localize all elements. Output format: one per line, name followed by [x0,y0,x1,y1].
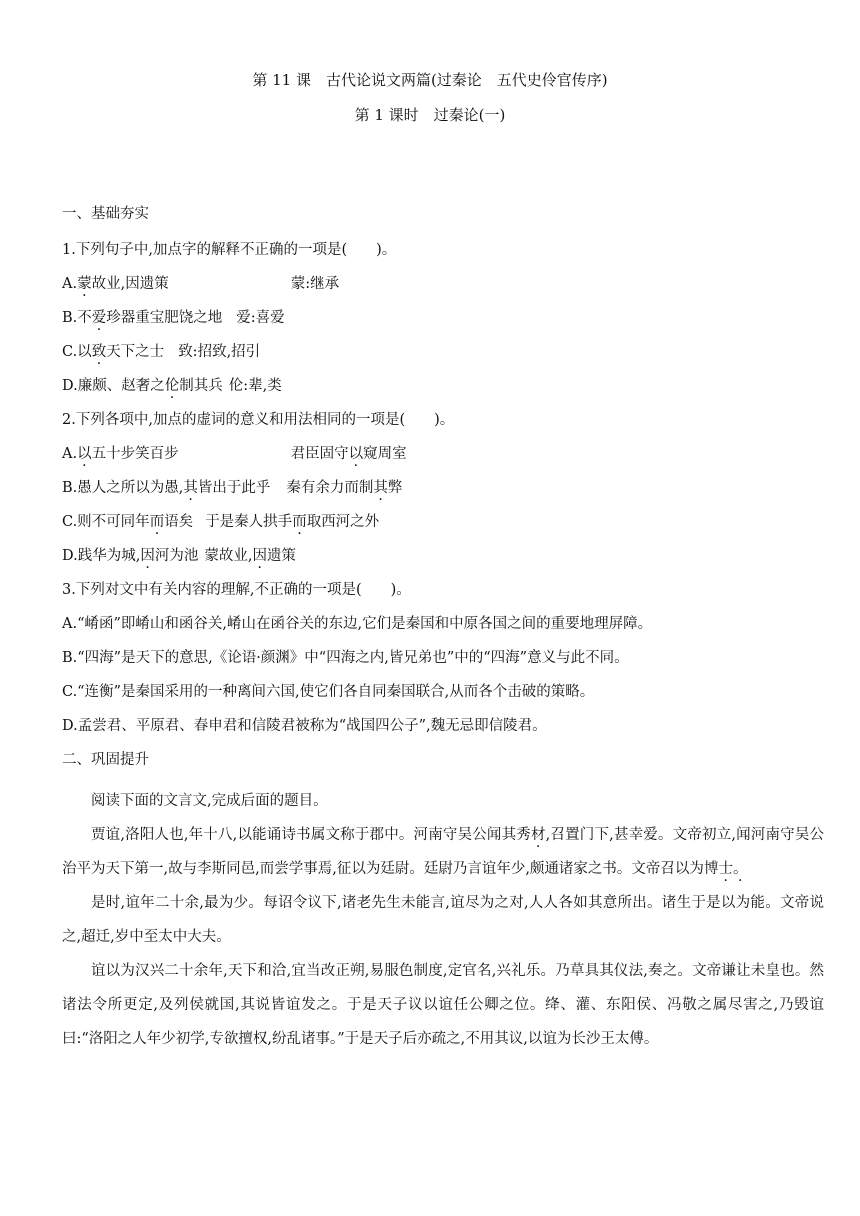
question-3-option-d: D.孟尝君、平原君、春申君和信陵君被称为“战国四公子”,魏无忌即信陵君。 [62,718,547,734]
option-text: 窥周室 [363,446,407,462]
question-2-option-a [62,444,824,478]
dotted-char: 士 [718,861,733,877]
option-text: 五十步笑百步 [91,446,179,462]
passage-text: 贾谊,洛阳人也,年十八,以能诵诗书属文称于郡中。河南守吴公闻其 [91,827,517,843]
question-1-option-a [62,274,824,308]
dotted-char: 以 [348,446,364,462]
question-1-stem: 1.下列句子中,加点字的解释不正确的一项是( )。 [62,242,397,258]
option-text: C.则不可同年 [62,514,150,530]
question-3-option-c: C.“连衡”是秦国采用的一种离间六国,使它们各自同秦国联合,从而各个击破的策略。 [62,684,595,700]
option-text: 弊 [387,480,403,496]
dotted-char: 秀 [516,827,531,843]
dotted-char: 博 [703,861,719,877]
session-title: 第 1 课时 过秦论(一) [354,106,506,124]
option-gloss: 伦:辈,类 [228,378,282,394]
option-text: 君臣固守 [290,446,349,462]
passage-text: 。 [732,861,748,877]
reading-instruction: 阅读下面的文言文,完成后面的题目。 [91,793,328,809]
option-text: A. [62,446,78,462]
option-text: B.愚人之所以为愚, [62,480,184,496]
passage-text: 材 [530,827,546,843]
option-text: 秦有余力而制 [286,480,374,496]
passage-paragraph-3: 谊以为汉兴二十余年,天下和洽,宜当改正朔,易服色制度,定官名,兴礼乐。乃草具其仪法,奏之。文帝谦让未皇也。然诸法令所更定,及列侯就国,其说皆谊发之。于是天子议以谊任公卿之位。绛、灌、东阳侯、冯敬之属尽害之,乃毁谊曰:“洛阳之人年少初学,专欲擅权,纷乱诸事。”于是天子后亦疏之,不用其议,以谊为长沙王太傅。 [62,963,824,1047]
option-text: 制其兵 [179,378,223,394]
dotted-char: 因 [140,548,155,564]
dotted-char: 爱 [91,310,107,326]
dotted-char: 因 [252,548,267,564]
option-text: 皆出于此乎 [197,480,271,496]
dotted-char: 蒙 [77,276,92,292]
question-3-option-a: A.“崤函”即崤山和函谷关,崤山在函谷关的东边,它们是秦国和中原各国之间的重要地理屏障。 [62,616,653,632]
question-1-option-c [62,342,824,376]
question-2-stem: 2.下列各项中,加点的虚词的意义和用法相同的一项是( )。 [62,412,455,428]
section-heading-consolidation: 二、巩固提升 [62,752,149,768]
passage-text: ,召置门下,甚幸爱。文帝初立,闻河南守吴公治平为天下第一,故与李斯同邑,而尝学事焉,征以为廷尉。廷尉乃言谊年少,颇通诸家之书。文帝召以为 [62,827,825,877]
option-text: 遗策 [266,548,296,564]
option-text: 珍器重宝肥饶之地 [106,310,223,326]
option-text: C.以 [62,344,92,360]
option-text: 蒙故业, [204,548,253,564]
dotted-char: 伦 [164,378,180,394]
question-1-option-d [62,376,824,410]
question-3-stem: 3.下列对文中有关内容的理解,不正确的一项是( )。 [62,582,411,598]
passage-paragraph-1 [62,818,824,886]
option-text: 取西河之外 [306,514,380,530]
option-gloss: 致:招致,招引 [178,344,261,360]
dotted-char: 其 [373,480,388,496]
option-text: 天下之士 [106,344,165,360]
option-text: A. [62,276,78,292]
option-text: 于是秦人拱手 [205,514,293,530]
option-text: 语矣 [164,514,194,530]
question-2-option-d [62,546,824,580]
document-body [62,204,824,1056]
option-text: D.廉颇、赵奢之 [62,378,165,394]
option-text: B.不 [62,310,92,326]
option-gloss: 爱:喜爱 [236,310,285,326]
dotted-char: 致 [91,344,107,360]
dotted-char: 而 [149,514,165,530]
passage-paragraph-2: 是时,谊年二十余,最为少。每诏令议下,诸老先生未能言,谊尽为之对,人人各如其意所出。诸生于是以为能。文帝说之,超迁,岁中至太中大夫。 [62,895,824,945]
dotted-char: 以 [77,446,92,462]
option-text: D.践华为城, [62,548,141,564]
question-2-option-c [62,512,824,546]
option-gloss: 蒙:继承 [290,276,340,292]
dotted-char: 而 [292,514,307,530]
option-text: 故业,因遗策 [91,276,169,292]
question-1-option-b [62,308,824,342]
option-text: 河为池 [154,548,199,564]
question-3-option-b: B.“四海”是天下的意思,《论语·颜渊》中“四海之内,皆兄弟也”中的“四海”意义与此不同。 [62,650,629,666]
lesson-title: 第 11 课 古代论说文两篇(过秦论 五代史伶官传序) [252,71,608,89]
dotted-char: 其 [183,480,198,496]
question-2-option-b [62,478,824,512]
section-heading-basics: 一、基础夯实 [62,206,149,222]
